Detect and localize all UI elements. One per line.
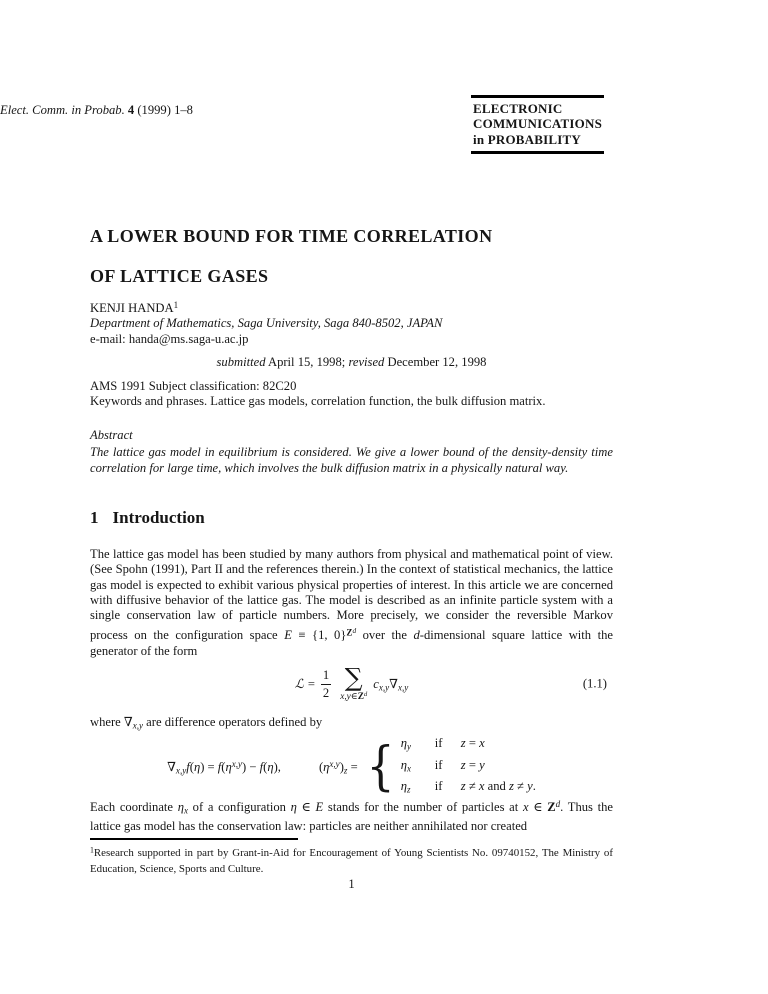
- generator-symbol: ℒ: [294, 677, 304, 691]
- ams-classification: AMS 1991 Subject classification: 82C20: [90, 379, 297, 393]
- section-number: 1: [90, 508, 99, 527]
- conservation-paragraph: Each coordinate $\eta_x$ of a configuration η ∈ E stands for the number of particles at x ∈ $Z^d$. Thus the lattice gas model has the conservation law: particles are neither annihilated nor created: [90, 799, 614, 833]
- equation-1-1: [90, 658, 613, 710]
- summation-operator: [340, 663, 368, 702]
- case-condition: z = y: [460, 757, 485, 772]
- banner-line-in-probability: in PROBABILITY: [473, 131, 581, 147]
- journal-reference: Elect. Comm. in Probab. 4 (1999) 1–8: [0, 103, 193, 117]
- page-number: 1: [348, 877, 355, 891]
- banner-line-electronic: ELECTRONIC: [473, 101, 563, 116]
- summand-term: $c_{x,y}\nabla_{x,y}$: [373, 676, 409, 693]
- abstract-text: The lattice gas model in equilibrium is considered. We give a lower bound of the density-density time correlation for large time, which involves the bulk diffusion matrix in a physically natural way.: [90, 445, 613, 476]
- section-heading: [90, 508, 613, 528]
- fraction-denominator: 2: [322, 685, 330, 700]
- footnote-text: Research supported in part by Grant-in-Aid for Encouragement of Young Scientists No. 09740152, The Ministry of Education, Science, Sports and Culture.: [90, 847, 613, 875]
- author-footnote-mark: 1: [173, 300, 179, 310]
- case-value: $\eta_z$: [400, 779, 411, 795]
- case-value: $\eta_x$: [400, 757, 412, 774]
- case-if: if: [434, 779, 443, 794]
- affiliation-line: Department of Mathematics, Saga University, Saga 840-8502, JAPAN: [90, 316, 443, 330]
- email-line: e-mail: handa@ms.saga-u.ac.jp: [90, 332, 249, 346]
- footnote-mark: 1: [90, 846, 94, 855]
- case-condition: z ≠ x and z ≠ y.: [460, 779, 536, 794]
- footnote: [90, 843, 613, 877]
- cases-equation: [90, 735, 613, 799]
- keywords-line: Keywords and phrases. Lattice gas models, correlation function, the bulk diffusion matrix.: [90, 394, 546, 408]
- section-title: Introduction: [112, 508, 205, 527]
- submission-line: submitted April 15, 1998; revised December 12, 1998: [216, 355, 487, 369]
- paper-title-line1: A LOWER BOUND FOR TIME CORRELATION: [90, 226, 493, 246]
- sigma-symbol: ∑: [344, 663, 363, 692]
- paper-title-line2: OF LATTICE GASES: [90, 266, 269, 286]
- left-brace: {: [366, 737, 395, 797]
- author-name: KENJI HANDA: [90, 300, 174, 315]
- banner-line-communications: COMMUNICATIONS: [473, 116, 602, 132]
- fraction-one-half: [321, 669, 331, 699]
- swapped-configuration-lhs: $(\eta^{x,y})_z$ =: [318, 758, 358, 776]
- equation-1-1-body: [90, 658, 613, 710]
- footnote-body: [90, 847, 613, 875]
- cases-equation-row: [90, 735, 613, 799]
- case-if: if: [434, 757, 443, 772]
- intro-paragraph: The lattice gas model has been studied by many authors from physical and mathematical point of view. (See Spohn (1991), Part II and the references therein.) In the context of statistical mechanics, the lattice gas model is expected to exhibit various physical properties of interest. In this article we are concerned with diffusive behavior of the lattice gas. The model is described as an infinite particle system with a single conservation law of particle numbers. More precisely, we consider the reversible Markov process on the configuration space E ≡ {1, 0}$^{Zd}$ over the d-dimensional square lattice with the generator of the form: [90, 547, 614, 658]
- footnote-rule: [90, 838, 298, 840]
- difference-operator-definition: $\nabla_{x,y}f(\eta) = f(\eta^{x,y}) - f(\eta)$,: [167, 758, 281, 776]
- summation-index: $x,y\in Z^d$: [340, 691, 368, 702]
- cases-table: [401, 735, 536, 799]
- case-condition: z = x: [460, 736, 485, 751]
- where-line: where $\nabla_{x,y}$ are difference operators defined by: [90, 715, 323, 731]
- abstract-label: Abstract: [90, 428, 133, 442]
- journal-banner: [471, 95, 604, 154]
- author-line: [90, 300, 613, 316]
- case-value: $\eta_y$: [400, 736, 412, 752]
- equation-number: (1.1): [582, 676, 607, 691]
- equals-sign: =: [307, 676, 315, 691]
- case-if: if: [434, 736, 443, 751]
- fraction-numerator: 1: [321, 669, 331, 685]
